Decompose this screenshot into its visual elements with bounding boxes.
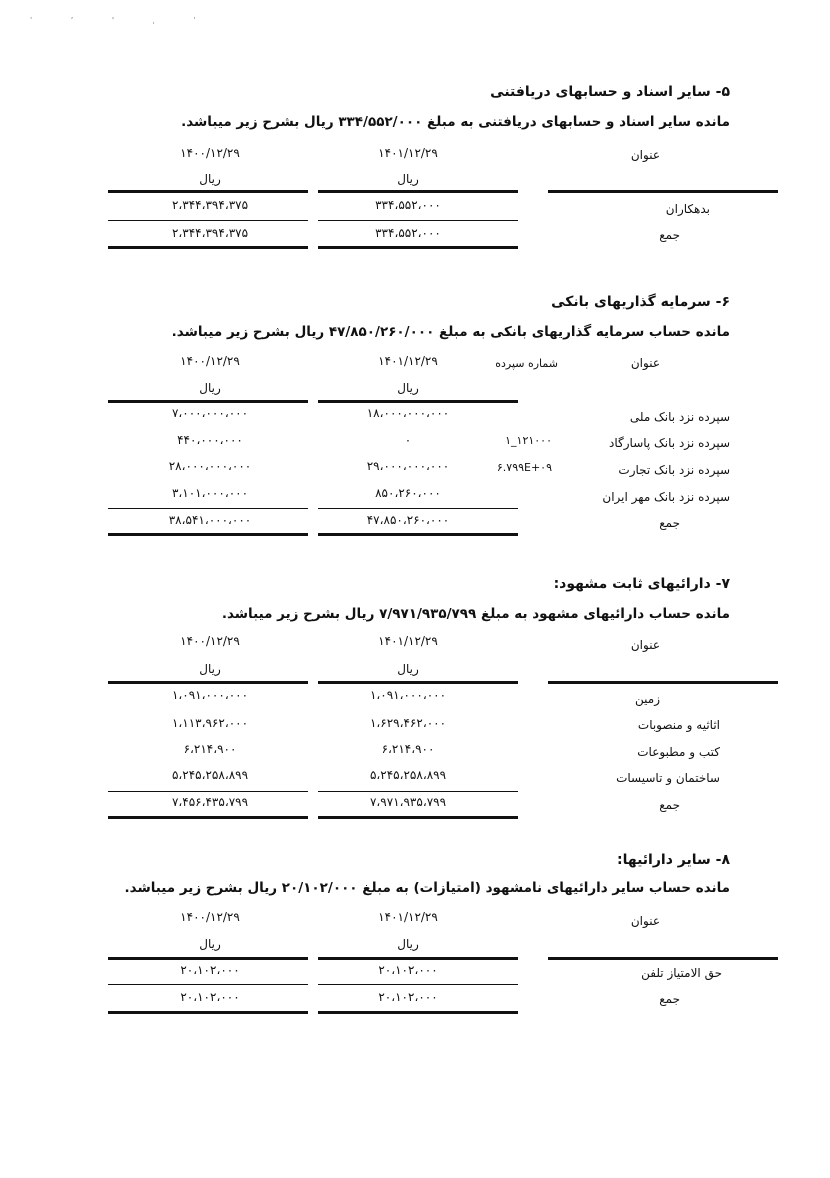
total-rule — [318, 816, 518, 819]
subtotal-rule — [108, 791, 308, 792]
row-label: اثاثیه و منصوبات — [637, 718, 720, 732]
header-rule — [108, 400, 308, 403]
col-unit-current: ریال — [397, 381, 419, 395]
row-value-previous: ۲،۳۴۴،۳۹۴،۳۷۵ — [171, 198, 249, 212]
total-rule — [108, 533, 308, 536]
total-label: جمع — [659, 228, 680, 242]
col-unit-previous: ریال — [199, 937, 221, 951]
col-title-header: عنوان — [630, 148, 660, 162]
subtotal-rule — [108, 220, 308, 221]
col-title-header: عنوان — [630, 914, 660, 928]
total-value-current: ۳۳۴،۵۵۲،۰۰۰ — [375, 226, 441, 240]
col-unit-previous: ریال — [199, 381, 221, 395]
col-unit-current: ریال — [397, 172, 419, 186]
row-label: بدهکاران — [665, 202, 710, 216]
row-value-previous: ۲۸،۰۰۰،۰۰۰،۰۰۰ — [168, 459, 252, 473]
col-date-current: ۱۴۰۱/۱۲/۲۹ — [378, 146, 438, 160]
section-title: ۶- سرمایه گذاریهای بانکی — [551, 294, 730, 310]
header-rule — [318, 400, 518, 403]
row-value-current: ۶،۲۱۴،۹۰۰ — [381, 742, 435, 756]
subtotal-rule — [108, 508, 308, 509]
total-rule — [108, 1011, 308, 1014]
row-label: سپرده نزد بانک تجارت — [618, 463, 730, 477]
total-label: جمع — [659, 992, 680, 1006]
total-label: جمع — [659, 798, 680, 812]
total-rule — [318, 246, 518, 249]
row-value-previous: ۳،۱۰۱،۰۰۰،۰۰۰ — [171, 486, 249, 500]
row-value-current: ۱،۶۲۹،۴۶۲،۰۰۰ — [369, 716, 447, 730]
row-value-previous: ۱،۰۹۱،۰۰۰،۰۰۰ — [171, 688, 249, 702]
header-rule — [548, 681, 778, 684]
row-value-current: ۲۰،۱۰۲،۰۰۰ — [378, 963, 438, 977]
scan-specks: ˈ ʼ ' ˌ ˈ — [30, 16, 214, 25]
subtotal-rule — [318, 220, 518, 221]
row-account-number: ۶.۷۹۹E+۰۹ — [496, 461, 552, 474]
col-date-previous: ۱۴۰۰/۱۲/۲۹ — [180, 634, 240, 648]
section-intro: مانده حساب دارائیهای مشهود به مبلغ ۷/۹۷۱/۹۳۵/۷۹۹ ریال بشرح زیر میباشد. — [221, 606, 730, 622]
total-value-previous: ۲۰،۱۰۲،۰۰۰ — [180, 990, 240, 1004]
col-date-previous: ۱۴۰۰/۱۲/۲۹ — [180, 146, 240, 160]
row-label: ساختمان و تاسیسات — [616, 771, 720, 785]
col-unit-current: ریال — [397, 662, 419, 676]
col-title-header: عنوان — [630, 356, 660, 370]
total-label: جمع — [659, 516, 680, 530]
total-value-current: ۴۷،۸۵۰،۲۶۰،۰۰۰ — [366, 513, 450, 527]
subtotal-rule — [318, 984, 518, 985]
col-account-header: شماره سپرده — [495, 357, 558, 370]
total-rule — [108, 246, 308, 249]
total-value-previous: ۳۸،۵۴۱،۰۰۰،۰۰۰ — [168, 513, 252, 527]
section-intro: مانده سایر اسناد و حسابهای دریافتنی به مبلغ ۳۳۴/۵۵۲/۰۰۰ ریال بشرح زیر میباشد. — [181, 114, 730, 130]
subtotal-rule — [318, 791, 518, 792]
section-intro: مانده حساب سرمایه گذاریهای بانکی به مبلغ ۴۷/۸۵۰/۲۶۰/۰۰۰ ریال بشرح زیر میباشد. — [171, 324, 730, 340]
row-value-previous: ۷،۰۰۰،۰۰۰،۰۰۰ — [171, 406, 249, 420]
row-label: سپرده نزد بانک مهر ایران — [602, 490, 730, 504]
row-label: سپرده نزد بانک ملی — [629, 410, 730, 424]
row-value-previous: ۵،۲۴۵،۲۵۸،۸۹۹ — [171, 768, 249, 782]
header-rule — [548, 957, 778, 960]
total-rule — [108, 816, 308, 819]
row-label: کتب و مطبوعات — [637, 745, 720, 759]
row-account-number: ۱۲۱۰۰۰_۱ — [505, 434, 552, 447]
col-title-header: عنوان — [630, 638, 660, 652]
col-unit-current: ریال — [397, 937, 419, 951]
row-value-current: ۳۳۴،۵۵۲،۰۰۰ — [375, 198, 441, 212]
section-title: ۷- دارائیهای ثابت مشهود: — [553, 576, 730, 592]
total-value-current: ۷،۹۷۱،۹۳۵،۷۹۹ — [369, 795, 447, 809]
header-rule — [318, 190, 518, 193]
row-value-current: ۲۹،۰۰۰،۰۰۰،۰۰۰ — [366, 459, 450, 473]
header-rule — [108, 681, 308, 684]
row-label: حق الامتیاز تلفن — [641, 966, 722, 980]
row-value-previous: ۱،۱۱۳،۹۶۲،۰۰۰ — [171, 716, 249, 730]
section-intro: مانده حساب سایر دارائیهای نامشهود (امتیازات) به مبلغ ۲۰/۱۰۲/۰۰۰ ریال بشرح زیر میباشد. — [124, 880, 730, 896]
subtotal-rule — [108, 984, 308, 985]
header-rule — [548, 190, 778, 193]
row-value-previous: ۴۴۰،۰۰۰،۰۰۰ — [177, 433, 243, 447]
row-label: زمین — [635, 692, 660, 706]
col-date-current: ۱۴۰۱/۱۲/۲۹ — [378, 354, 438, 368]
header-rule — [108, 957, 308, 960]
row-label: سپرده نزد بانک پاسارگاد — [609, 436, 730, 450]
row-value-previous: ۶،۲۱۴،۹۰۰ — [183, 742, 237, 756]
header-rule — [318, 681, 518, 684]
total-value-previous: ۲،۳۴۴،۳۹۴،۳۷۵ — [171, 226, 249, 240]
total-value-previous: ۷،۴۵۶،۴۳۵،۷۹۹ — [171, 795, 249, 809]
row-value-current: ۱۸،۰۰۰،۰۰۰،۰۰۰ — [366, 406, 450, 420]
row-value-current: ۵،۲۴۵،۲۵۸،۸۹۹ — [369, 768, 447, 782]
section-title: ۸- سایر دارائیها: — [616, 852, 730, 868]
total-value-current: ۲۰،۱۰۲،۰۰۰ — [378, 990, 438, 1004]
total-rule — [318, 1011, 518, 1014]
row-value-previous: ۲۰،۱۰۲،۰۰۰ — [180, 963, 240, 977]
header-rule — [108, 190, 308, 193]
total-rule — [318, 533, 518, 536]
col-date-current: ۱۴۰۱/۱۲/۲۹ — [378, 634, 438, 648]
col-date-previous: ۱۴۰۰/۱۲/۲۹ — [180, 354, 240, 368]
col-date-previous: ۱۴۰۰/۱۲/۲۹ — [180, 910, 240, 924]
subtotal-rule — [318, 508, 518, 509]
row-value-current: ۱،۰۹۱،۰۰۰،۰۰۰ — [369, 688, 447, 702]
col-date-current: ۱۴۰۱/۱۲/۲۹ — [378, 910, 438, 924]
section-title: ۵- سایر اسناد و حسابهای دریافتنی — [490, 84, 730, 100]
header-rule — [318, 957, 518, 960]
row-value-current: ۸۵۰،۲۶۰،۰۰۰ — [375, 486, 441, 500]
col-unit-previous: ریال — [199, 172, 221, 186]
row-value-current: ۰ — [404, 433, 412, 447]
col-unit-previous: ریال — [199, 662, 221, 676]
